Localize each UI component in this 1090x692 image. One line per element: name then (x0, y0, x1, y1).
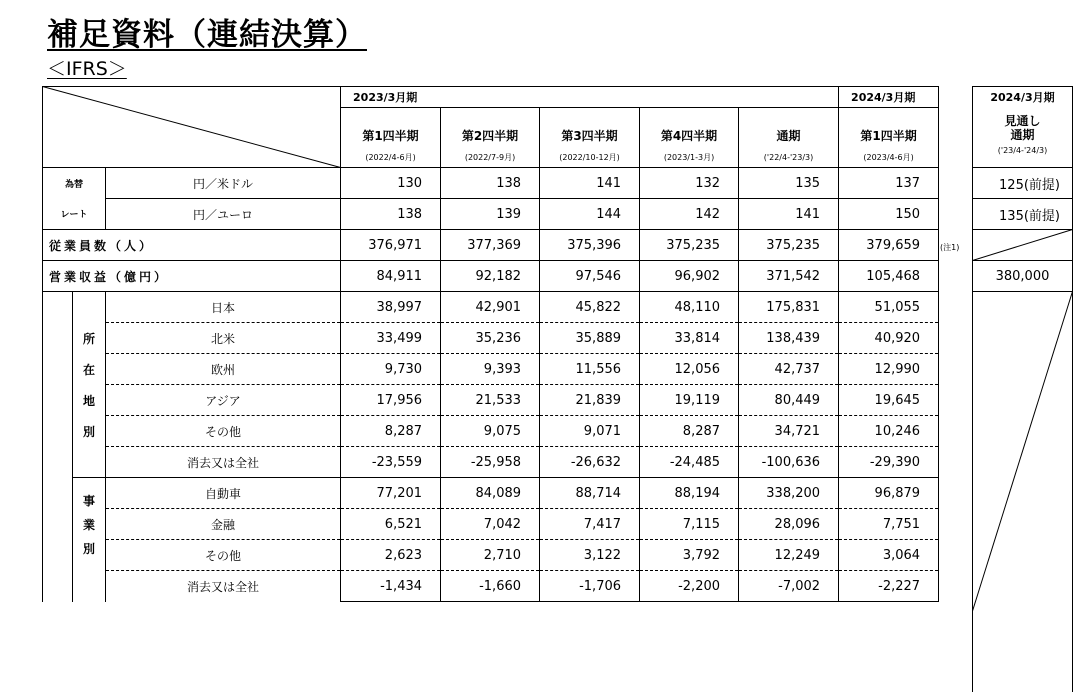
value-cell: 84,911 (341, 261, 441, 292)
value-cell: 92,182 (441, 261, 540, 292)
value-cell: 45,822 (540, 292, 640, 323)
value-cell: 3,122 (540, 540, 640, 571)
value-cell: 132 (640, 168, 739, 199)
value-cell: 48,110 (640, 292, 739, 323)
value-cell: 96,902 (640, 261, 739, 292)
value-cell: 375,235 (739, 230, 839, 261)
value-cell: 138 (441, 168, 540, 199)
value-cell: 9,071 (540, 416, 640, 447)
value-cell: 33,499 (341, 323, 441, 354)
value-cell: 19,119 (640, 385, 739, 416)
employees-row (43, 230, 939, 261)
period-range: (2023/4-6月) (839, 148, 939, 168)
value-cell: 8,287 (341, 416, 441, 447)
value-cell: 77,201 (341, 478, 441, 509)
value-cell: 12,249 (739, 540, 839, 571)
value-cell: 9,730 (341, 354, 441, 385)
results-table (42, 86, 939, 602)
value-cell: 375,235 (640, 230, 739, 261)
value-cell: 7,751 (839, 509, 939, 540)
fy2024-header: 2024/3月期 (839, 87, 939, 108)
forecast-label-cell (973, 108, 1073, 168)
value-cell: -26,632 (540, 447, 640, 478)
segment-row (43, 509, 939, 540)
value-cell: 138 (341, 199, 441, 230)
value-cell: 21,839 (540, 385, 640, 416)
value-cell: 6,521 (341, 509, 441, 540)
segment-label: 自動車 (106, 478, 341, 509)
value-cell: 9,393 (441, 354, 540, 385)
period-label: 第4四半期 (640, 108, 739, 148)
period-range: (2023/1-3月) (640, 148, 739, 168)
forecast-fx-row (973, 199, 1073, 230)
value-cell: 11,556 (540, 354, 640, 385)
region-label: その他 (106, 416, 341, 447)
employees-label: 従業員数（人） (43, 230, 341, 261)
value-cell: -29,390 (839, 447, 939, 478)
forecast-label: 見通し (1004, 113, 1041, 128)
value-cell: 144 (540, 199, 640, 230)
forecast-fx-row (973, 168, 1073, 199)
value-cell: 376,971 (341, 230, 441, 261)
value-cell: 2,623 (341, 540, 441, 571)
value-cell: 175,831 (739, 292, 839, 323)
accounting-standard-label: ＜IFRS＞ (47, 58, 127, 80)
value-cell: 130 (341, 168, 441, 199)
period-label: 通期 (739, 108, 839, 148)
forecast-breakdown-row (973, 292, 1073, 692)
revenue-row (43, 261, 939, 292)
forecast-revenue-row (973, 261, 1073, 292)
segment-row (43, 571, 939, 602)
value-cell: 150 (839, 199, 939, 230)
region-row (43, 447, 939, 478)
segment-label: 金融 (106, 509, 341, 540)
value-cell: 35,236 (441, 323, 540, 354)
value-cell: 21,533 (441, 385, 540, 416)
fx-side-label: レート (43, 199, 106, 230)
value-cell: 28,096 (739, 509, 839, 540)
period-range: (2022/7-9月) (441, 148, 540, 168)
value-cell: 34,721 (739, 416, 839, 447)
value-cell: 377,369 (441, 230, 540, 261)
forecast-table (972, 86, 1073, 692)
region-group-label: 地 (73, 385, 106, 416)
segment-group-label: 業 (73, 509, 106, 540)
value-cell: 40,920 (839, 323, 939, 354)
period-label: 第1四半期 (839, 108, 939, 148)
region-group-label: 在 (73, 354, 106, 385)
forecast-revenue-value: 380,000 (973, 261, 1073, 292)
region-label: アジア (106, 385, 341, 416)
forecast-sublabel: 通期 (1010, 127, 1035, 142)
value-cell: 42,901 (441, 292, 540, 323)
value-cell: 88,714 (540, 478, 640, 509)
indent-cell (43, 292, 73, 602)
forecast-year-row (973, 87, 1073, 108)
forecast-fx-value: 125(前提) (973, 168, 1073, 199)
value-cell: 142 (640, 199, 739, 230)
value-cell: -1,660 (441, 571, 540, 602)
segment-label: 消去又は全社 (187, 579, 260, 594)
forecast-employees-empty (973, 230, 1073, 261)
value-cell: 97,546 (540, 261, 640, 292)
value-cell: 19,645 (839, 385, 939, 416)
region-group-label: 所 (73, 323, 106, 354)
value-cell: -23,559 (341, 447, 441, 478)
segment-label: その他 (106, 540, 341, 571)
fx-currency-label: 円／米ドル (106, 168, 341, 199)
forecast-fx-value: 135(前提) (973, 199, 1073, 230)
header-year-row (43, 87, 939, 108)
value-cell: 80,449 (739, 385, 839, 416)
value-cell: -100,636 (739, 447, 839, 478)
value-cell: 375,396 (540, 230, 640, 261)
value-cell: 33,814 (640, 323, 739, 354)
region-label: 欧州 (106, 354, 341, 385)
header-corner-cell (43, 87, 341, 168)
value-cell: 141 (739, 199, 839, 230)
revenue-label: 営業収益（億円） (43, 261, 341, 292)
value-cell: 42,737 (739, 354, 839, 385)
segment-group-label: 事 (73, 478, 106, 509)
forecast-range: ('23/4-'24/3) (997, 145, 1048, 155)
value-cell: -1,434 (341, 571, 441, 602)
segment-row (43, 478, 939, 509)
region-label: 消去又は全社 (106, 447, 341, 478)
fx-row (43, 168, 939, 199)
fx-currency-label: 円／ユーロ (106, 199, 341, 230)
page-title: 補足資料（連結決算） (47, 17, 367, 53)
value-cell: 379,659 (839, 230, 939, 261)
forecast-label-row (973, 108, 1073, 168)
segment-group-label (73, 571, 106, 602)
period-range: (2022/4-6月) (341, 148, 441, 168)
value-cell: 7,417 (540, 509, 640, 540)
region-row (43, 416, 939, 447)
value-cell: 138,439 (739, 323, 839, 354)
region-row (43, 292, 939, 323)
fy2023-header: 2023/3月期 (341, 87, 839, 108)
value-cell: 338,200 (739, 478, 839, 509)
value-cell: -2,227 (839, 571, 939, 602)
value-cell: -25,958 (441, 447, 540, 478)
period-range: (2022/10-12月) (540, 148, 640, 168)
segment-group-label: 別 (73, 540, 106, 571)
footnote-marker: (注1) (940, 243, 960, 252)
region-group-label (73, 447, 106, 478)
region-label: 北米 (106, 323, 341, 354)
value-cell: 9,075 (441, 416, 540, 447)
value-cell: 2,710 (441, 540, 540, 571)
period-label: 第2四半期 (441, 108, 540, 148)
region-row (43, 385, 939, 416)
period-range: ('22/4-'23/3) (739, 148, 839, 168)
value-cell: 38,997 (341, 292, 441, 323)
period-label: 第1四半期 (341, 108, 441, 148)
value-cell: 135 (739, 168, 839, 199)
forecast-employees-row (973, 230, 1073, 261)
value-cell: 3,792 (640, 540, 739, 571)
value-cell: 371,542 (739, 261, 839, 292)
value-cell: -7,002 (739, 571, 839, 602)
value-cell: 139 (441, 199, 540, 230)
segment-row (43, 540, 939, 571)
region-group-label (73, 292, 106, 323)
value-cell: 12,990 (839, 354, 939, 385)
value-cell: -2,200 (640, 571, 739, 602)
value-cell: 51,055 (839, 292, 939, 323)
value-cell: 105,468 (839, 261, 939, 292)
value-cell: 8,287 (640, 416, 739, 447)
value-cell: 137 (839, 168, 939, 199)
value-cell: 12,056 (640, 354, 739, 385)
value-cell: 3,064 (839, 540, 939, 571)
value-cell: 88,194 (640, 478, 739, 509)
value-cell: 10,246 (839, 416, 939, 447)
region-label: 日本 (106, 292, 341, 323)
value-cell: 141 (540, 168, 640, 199)
fx-side-label: 為替 (43, 168, 106, 199)
value-cell: 7,042 (441, 509, 540, 540)
value-cell: 35,889 (540, 323, 640, 354)
value-cell: -1,706 (540, 571, 640, 602)
value-cell: 96,879 (839, 478, 939, 509)
fx-row (43, 199, 939, 230)
value-cell: 17,956 (341, 385, 441, 416)
period-label: 第3四半期 (540, 108, 640, 148)
region-row (43, 323, 939, 354)
region-group-label: 別 (73, 416, 106, 447)
region-row (43, 354, 939, 385)
value-cell: -24,485 (640, 447, 739, 478)
forecast-year-header: 2024/3月期 (973, 87, 1073, 108)
value-cell: 84,089 (441, 478, 540, 509)
value-cell: 7,115 (640, 509, 739, 540)
forecast-breakdown-empty (973, 292, 1073, 692)
